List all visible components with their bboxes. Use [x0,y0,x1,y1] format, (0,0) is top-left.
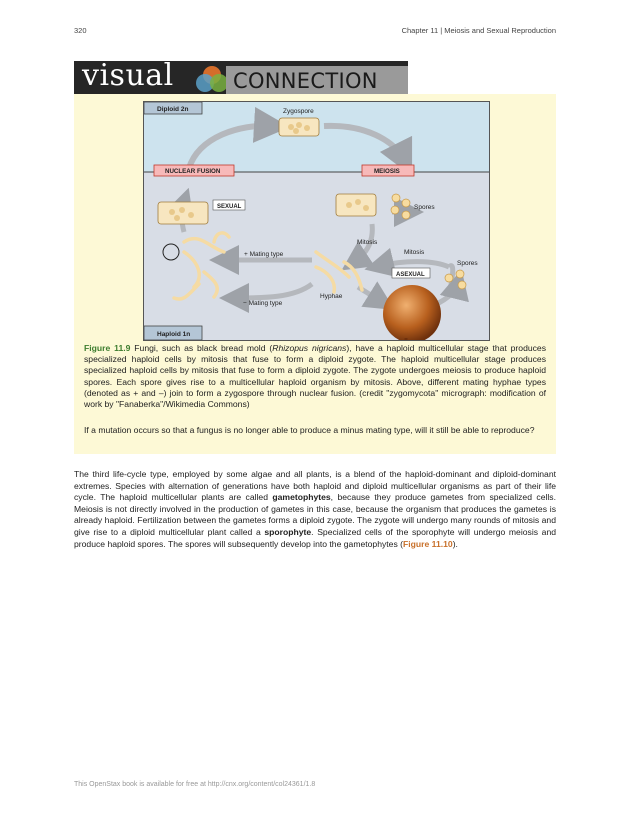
banner-word-visual: visual [82,61,174,93]
body-text-3: . Specialized cells of the sporophyte will undergo meiosis and produce haploid spores. The spores will subsequently develop into the gametophytes ( [74,526,556,549]
zygospore-label: Zygospore [283,108,314,115]
spores-right-label: Spores [457,260,478,267]
sexual-label: SEXUAL [217,204,242,210]
figure-caption [84,343,546,410]
body-paragraph [74,469,556,550]
mitosis-right-label: Mitosis [404,249,425,256]
hyphae-label: Hyphae [320,293,343,300]
visual-connection-banner [74,61,408,94]
page-number: 320 [74,26,87,35]
haploid-label: Haploid 1n [157,331,191,338]
fusing-gametangia-icon [158,202,208,224]
chapter-title: Chapter 11 | Meiosis and Sexual Reproduction [401,26,556,35]
caption-text-pre: Fungi, such as black bread mold ( [130,343,273,353]
asexual-label: ASEXUAL [396,272,425,278]
meiosis-label: MEIOSIS [374,168,400,175]
minus-mating-label: − Mating type [243,300,283,307]
term-gametophytes: gametophytes [272,492,331,503]
diploid-label: Diploid 2n [157,106,189,113]
plus-mating-label: + Mating type [244,251,284,258]
figure-label: Figure 11.9 [84,343,131,353]
nuclear-fusion-label: NUCLEAR FUSION [165,168,221,175]
banner-connection-box [226,66,408,94]
term-sporophyte: sporophyte [264,526,312,537]
mitosis-left-label: Mitosis [357,239,378,246]
fungi-life-cycle-figure [143,101,490,341]
body-text-1: The third life-cycle type, employed by some algae and all plants, is a blend of the haploid-dominant and diploid-dominant extremes. Species with alternation of generations have both haploid and diploid multicellular organisms as part of their life cycle. The haploid multicellular plants are called [74,469,556,503]
body-text-4: ). [452,538,458,549]
footer-credit: This OpenStax book is available for free at http://cnx.org/content/col24361/1.8 [74,781,316,788]
spores-top-label: Spores [414,204,435,211]
germinating-zygospore-icon [336,194,376,216]
banner-word-connection: CONNECTION [233,69,378,93]
zygospore-icon [279,118,319,136]
figure-reference-link[interactable]: Figure 11.10 [403,538,453,549]
body-text-2: , because they produce gametes from specialized cells. Meiosis is not directly involved in the production of gametes in this case, because the organism that produces the gametes is already haploid. Fertilization between the gametes forms a diploid zygote. The zygote will undergo many rounds of mitosis and give rise to a diploid multicellular plant called a [74,492,556,537]
venn-logo-icon [190,61,230,94]
connection-question: If a mutation occurs so that a fungus is no longer able to produce a minus mating type, will it still be able to reproduce? [84,425,535,435]
caption-text-post: ), have a haploid multicellular stage that produces specialized haploid cells by mitosis that fuse to form a diploid zygote. The haploid multicellular stage produces specialized haploid cells by mitosis that fuse to form a diploid zygote. The zygote undergoes meiosis to produce haploid spores. Each spore gives rise to a multicellular haploid organism by mitosis. Above, different mating hyphae types (denoted as + and –) join to form a zygospore through nuclear fusion. (credit "zygomycota" micrograph: modification of work by "Fanaberka"/Wikimedia Commons) [84,343,547,410]
caption-species: Rhizopus nigricans [272,343,347,353]
